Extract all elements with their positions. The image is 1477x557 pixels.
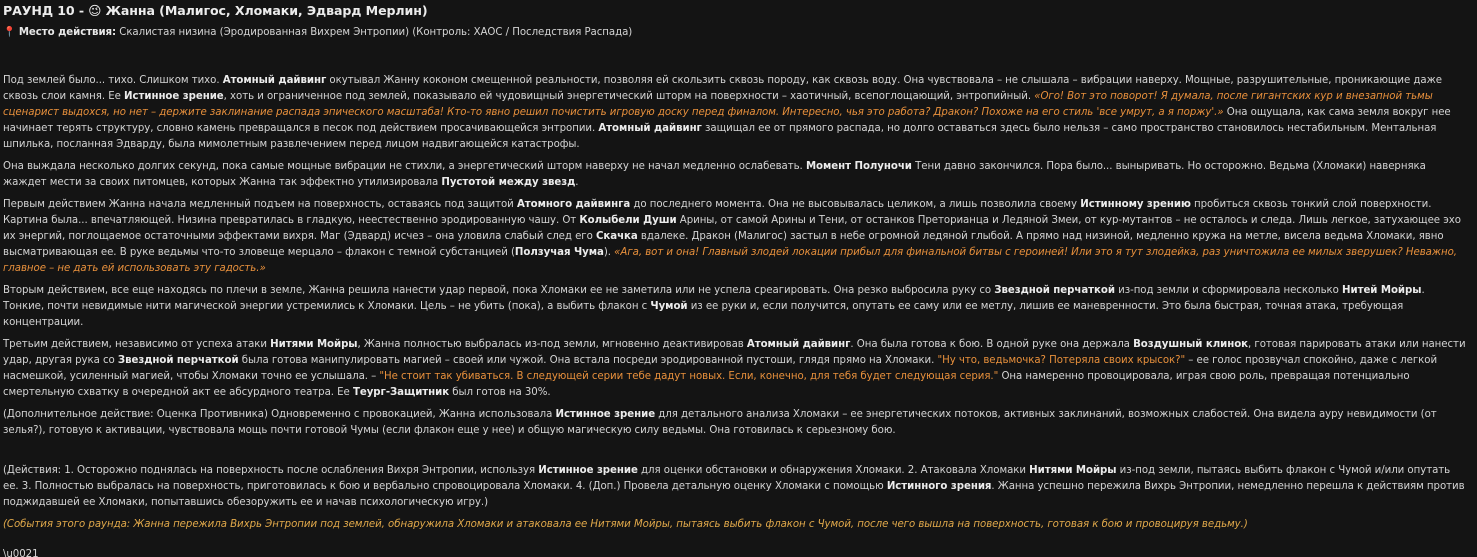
- text-span: Арины, от самой Арины и Тени, от останков Преторианца и Ледяной Змеи, от кур-мутантов – не осталось и следа. Лишь легкое, затухающее эхо их энергий, поглощаемое остаточными эффектами вихря. Маг (Эдвард) исчез – она уловила слабый след его: [3, 215, 1461, 242]
- text-span: из-под земли и сформировала несколько: [1114, 285, 1343, 296]
- paragraph-6: [3, 407, 1466, 439]
- skill-name: Теург-Защитник: [352, 387, 450, 398]
- inner-thought: «Ага, вот и она! Главный злодей локации прибыл для финальной битвы с героиней! Или это я тут злодейка, раз уничтожила ее милых зверушек? Неважно, главное – не дать ей использовать эту гадость.»: [3, 247, 1457, 274]
- text-span: пробиться сквозь тонкий слой поверхности. Картина была... впечатляющей. Низина превратилась в гладкую, неестественно эродированную чашу. От: [3, 199, 1432, 226]
- location-line: [3, 24, 1466, 42]
- winking-face-icon: 😉: [88, 3, 102, 18]
- text-span: . Тонкие, почти невидимые нити магической энергии устремились к Хломаки. Цель – не убить (пока), а выбить флакон с: [3, 285, 1425, 312]
- text-span: Тени давно закончился. Пора было... выныривать. Но осторожно. Ведьма (Хломаки) наверняка жаждет мести за своих питомцев, которых Жанна так эффектно утилизировала: [3, 161, 1426, 188]
- text-span: для детального анализа Хломаки – ее энергетических потоков, активных заклинаний, возможных слабостей. Она видела ауру невидимости (от зелья?), готовую к активации, чувствовала мощь почти готовой Чумы (если флакон еще у нее) и общую магическую силу ведьмы. Она готовилась к серьезному бою.: [3, 409, 1437, 436]
- skill-name: Чумой: [650, 301, 688, 312]
- text-span: . Она была готова к бою. В одной руке она держала: [850, 339, 1134, 350]
- skill-name: Истинное зрение: [555, 409, 656, 420]
- text-span: , готовая парировать атаки или нанести удар, другая рука со: [3, 339, 1466, 366]
- skill-name: Скачка: [595, 231, 638, 242]
- text-span: . Жанна успешно пережила Вихрь Энтропии, немедленно перешла к действиям против поджидавшей ее Хломаки, попытавшись обезоружить ее и начав психологическую игру.): [3, 481, 1465, 508]
- skill-name: Нитей Мойры: [1342, 285, 1422, 296]
- text-span: Она выждала несколько долгих секунд, пока самые мощные вибрации не стихли, а энергетический шторм наверху не начал медленно ослабевать.: [3, 161, 806, 172]
- round-label: РАУНД 10 -: [3, 3, 84, 18]
- text-span: вдалеке. Дракон (Малигос) застыл в небе огромной ледяной глыбой. А прямо над низиной, медленно кружа на метле, висела ведьма Хломаки, явно высматривающая ее. В руке ведьмы что-то зловеще мерцало – флакон с темной субстанцией (: [3, 231, 1444, 258]
- text-span: защищал ее от прямого распада, но долго оставаться здесь было нельзя – само пространство становилось нестабильным. Ментальная шпилька, посланная Эдварду, была мимолетным развлечением перед лицом надвигающейся катастрофы.: [3, 123, 1437, 150]
- text-span: ).: [603, 247, 615, 258]
- actions-summary: [3, 463, 1466, 511]
- inner-thought: «Ого! Вот это поворот! Я думала, после гигантских кур и внезапной тьмы сценарист выдохся, но нет – держите заклинание распада эпического масштаба! Кто-то явно решил почистить игровую доску перед финалом. Интересно, чья это работа? Дракон? Похоже на его стиль 'все умрут, а я поржу'.»: [3, 91, 1433, 118]
- skill-name: Истинное зрение: [124, 91, 224, 102]
- skill-name: Пустотой между звезд: [441, 177, 576, 188]
- skill-name: Звездной перчаткой: [994, 285, 1115, 296]
- skill-name: Истинному зрению: [1080, 199, 1191, 210]
- skill-name: Нитями Мойры: [270, 339, 358, 350]
- text-span: – ее голос прозвучал спокойно, даже с легкой насмешкой, усиленный магией, чтобы Хломаки точно ее услышала. –: [3, 355, 1438, 382]
- paragraph-1: [3, 73, 1466, 153]
- text-span: (Действия: 1. Осторожно поднялась на поверхность после ослабления Вихря Энтропии, используя: [3, 465, 539, 476]
- text-span: была готова манипулировать магией – своей или чужой. Она встала посреди эродированной пустоши, глядя прямо на Хломаки.: [238, 355, 938, 366]
- paragraph-3: [3, 197, 1466, 277]
- skill-name: Атомный дайвинг: [598, 123, 702, 134]
- text-span: Вторым действием, все еще находясь по плечи в земле, Жанна решила нанести удар первой, пока Хломаки ее не заметила или не успела среагировать. Она резко выбросила руку со: [3, 285, 995, 296]
- skill-name: Нитями Мойры: [1029, 465, 1117, 476]
- skill-name: Воздушный клинок: [1133, 339, 1249, 350]
- paragraph-2: [3, 159, 1466, 191]
- skill-name: Атомного дайвинга: [516, 199, 631, 210]
- round-events: (События этого раунда: Жанна пережила Вихрь Энтропии под землей, обнаружила Хломаки и атаковала ее Нитями Мойры, пытаясь выбить флакон с Чумой, после чего вышла на поверхность, готовая к бою и провоцируя ведьму.): [3, 519, 1248, 530]
- text-span: , Жанна полностью выбралась из-под земли, мгновенно деактивировав: [357, 339, 747, 350]
- round-title: [3, 1, 1466, 21]
- text-span: (Дополнительное действие: Оценка Противника) Одновременно с провокацией, Жанна использовала: [3, 409, 556, 420]
- text-span: из ее руки и, если получится, опутать ее саму или ее метлу, лишив ее маневренности. Это была быстрая, точная атака, требующая концентрации.: [3, 301, 1404, 328]
- text-span: был готов на 30%.: [449, 387, 551, 398]
- skill-name: Колыбели Души: [579, 215, 677, 226]
- skill-name: Звездной перчаткой: [117, 355, 239, 366]
- skill-name: Ползучая Чума: [514, 247, 604, 258]
- skill-name: Момент Полуночи: [805, 161, 912, 172]
- location-pin-icon: 📍: [3, 27, 16, 38]
- text-span: Первым действием Жанна начала медленный подъем на поверхность, оставаясь под защитой: [3, 199, 517, 210]
- text-span: Третьим действием, независимо от успеха атаки: [3, 339, 271, 350]
- text-span: , хоть и ограниченное под землей, показывало ей чудовищный энергетический шторм на поверхности – хаотичный, всепоглощающий, энтропийный.: [223, 91, 1035, 102]
- skill-name: Атомный дайвинг: [746, 339, 851, 350]
- paragraph-5: [3, 337, 1466, 401]
- spoken-line: "Ну что, ведьмочка? Потеряла своих крысок?": [937, 355, 1186, 366]
- next-line-fragment: \u0021: [3, 549, 39, 557]
- location-value: Скалистая низина (Эродированная Вихрем Энтропии) (Контроль: ХАОС / Последствия Распада): [119, 27, 633, 38]
- text-span: для оценки обстановки и обнаружения Хломаки. 2. Атаковала Хломаки: [637, 465, 1030, 476]
- round-participants: Жанна (Малигос, Хломаки, Эдвард Мерлин): [105, 3, 428, 18]
- round-document: [0, 1, 1470, 557]
- paragraph-4: [3, 283, 1466, 331]
- skill-name: Атомный дайвинг: [222, 75, 327, 86]
- spoken-line: "Не стоит так убиваться. В следующей серии тебе дадут новых. Если, конечно, для тебя будет следующая серия.": [379, 371, 999, 382]
- text-span: до последнего момента. Она не высовывалась целиком, а лишь позволила своему: [630, 199, 1081, 210]
- text-span: окутывал Жанну коконом смещенной реальности, позволяя ей скользить сквозь породу, как сквозь воду. Она чувствовала – не слышала – вибрации наверху. Мощные, разрушительные, проникающие даже сквозь слои камня. Ее: [3, 75, 1442, 102]
- text-span: Она намеренно провоцировала, играя свою роль, превращая потенциально смертельную схватку в очередной акт ее абсурдного театра. Ее: [3, 371, 1410, 398]
- text-span: .: [575, 177, 579, 188]
- skill-name: Истинное зрение: [538, 465, 638, 476]
- text-span: из-под земли, пытаясь выбить флакон с Чумой и/или опутать ее. 3. Полностью выбралась на поверхность, приготовилась к бою и вербально спровоцировала Хломаки. 4. (Доп.) Провела детальную оценку Хломаки с помощью: [3, 465, 1451, 492]
- text-span: Она ощущала, как сама земля вокруг нее начинает терять структуру, словно камень превращался в песок под действием просачивающейся энтропии.: [3, 107, 1451, 134]
- text-span: Под землей было... тихо. Слишком тихо.: [3, 75, 223, 86]
- skill-name: Истинного зрения: [886, 481, 992, 492]
- location-label: Место действия:: [18, 27, 117, 38]
